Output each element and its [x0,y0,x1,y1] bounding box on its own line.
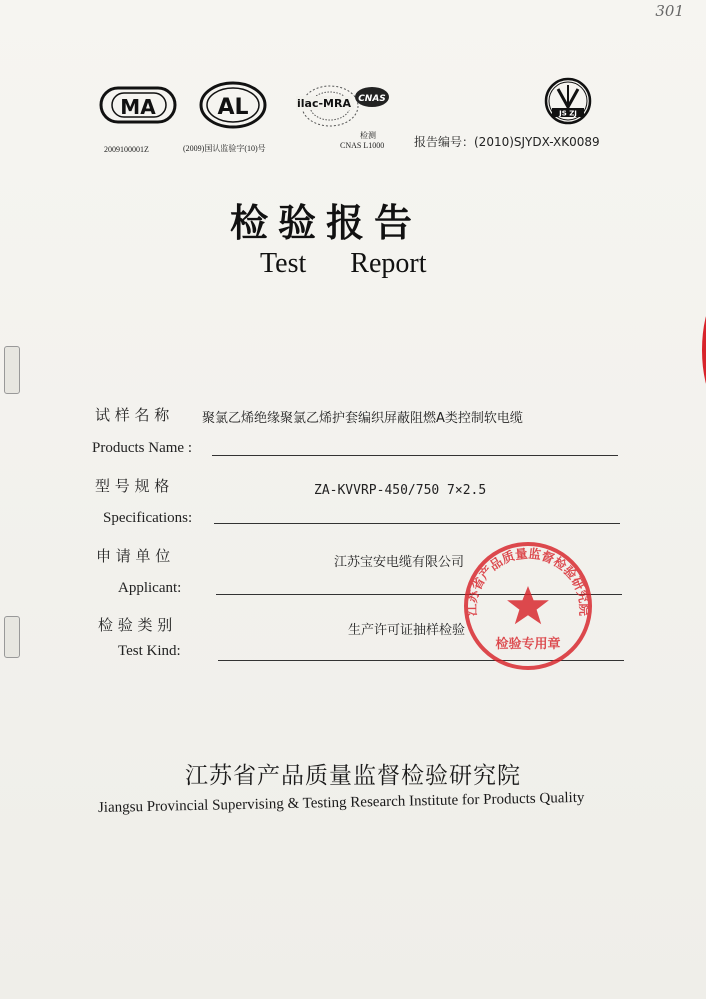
applicant-label-cn: 申 请 单 位 [96,547,171,565]
official-seal [456,540,600,672]
test-kind-value: 生产许可证抽样检验 [348,623,466,638]
binder-clip-bottom [4,616,20,658]
products-name-value: 聚氯乙烯绝缘聚氯乙烯护套编织屏蔽阻燃A类控制软电缆 [202,411,523,426]
test-kind-label-en: Test Kind: [118,643,181,659]
binder-clip-top [4,346,20,394]
title-english [260,248,426,280]
institute-name-english: Jiangsu Provincial Supervising & Testing Research Institute for Products Quality [97,789,585,816]
ilac-caption-top: 检测 [360,131,376,140]
specifications-value: ZA-KVVRP-450/750 7×2.5 [314,483,487,498]
seal-center-text: 检验专用章 [495,637,561,652]
jszj-logo [544,77,592,125]
ilac-cnas-logo [292,80,392,130]
specifications-label-en: Specifications: [103,510,193,526]
title-english-test: Test [260,248,307,279]
test-kind-label-cn: 检 验 类 别 [98,616,173,634]
title-english-report: Report [350,248,427,279]
svg-text:ilac-MRA: ilac-MRA [297,97,351,110]
cal-caption: (2009)国认监验字(10)号 [183,144,266,153]
edge-seal-fragment [690,290,706,410]
products-name-label-cn: 试 样 名 称 [95,406,170,424]
applicant-value: 江苏宝安电缆有限公司 [334,555,465,570]
products-name-label-en: Products Name : [92,440,192,456]
svg-text:AL: AL [217,95,249,120]
specifications-label-cn: 型 号 规 格 [95,477,170,495]
applicant-label-en: Applicant: [118,580,182,596]
seal-star-icon [507,586,549,624]
svg-text:CNAS: CNAS [358,94,386,104]
specifications-underline [214,523,620,524]
cma-logo [98,84,178,126]
report-number: 报告编号：(2010)SJYDX-XK0089 [414,135,600,149]
products-name-underline [212,455,618,456]
page-number: 301 [655,2,684,20]
svg-text:MA: MA [120,95,156,119]
cal-logo [198,80,268,130]
ilac-caption: CNAS L1000 [340,141,385,150]
title-chinese: 检验报告 [230,201,423,245]
cma-caption: 2009100001Z [104,145,149,154]
institute-name-chinese: 江苏省产品质量监督检验研究院 [185,763,521,789]
svg-text:JS ZJ: JS ZJ [559,109,577,118]
seal-ring-text: 江苏省产品质量监督检验研究院 [463,545,593,617]
